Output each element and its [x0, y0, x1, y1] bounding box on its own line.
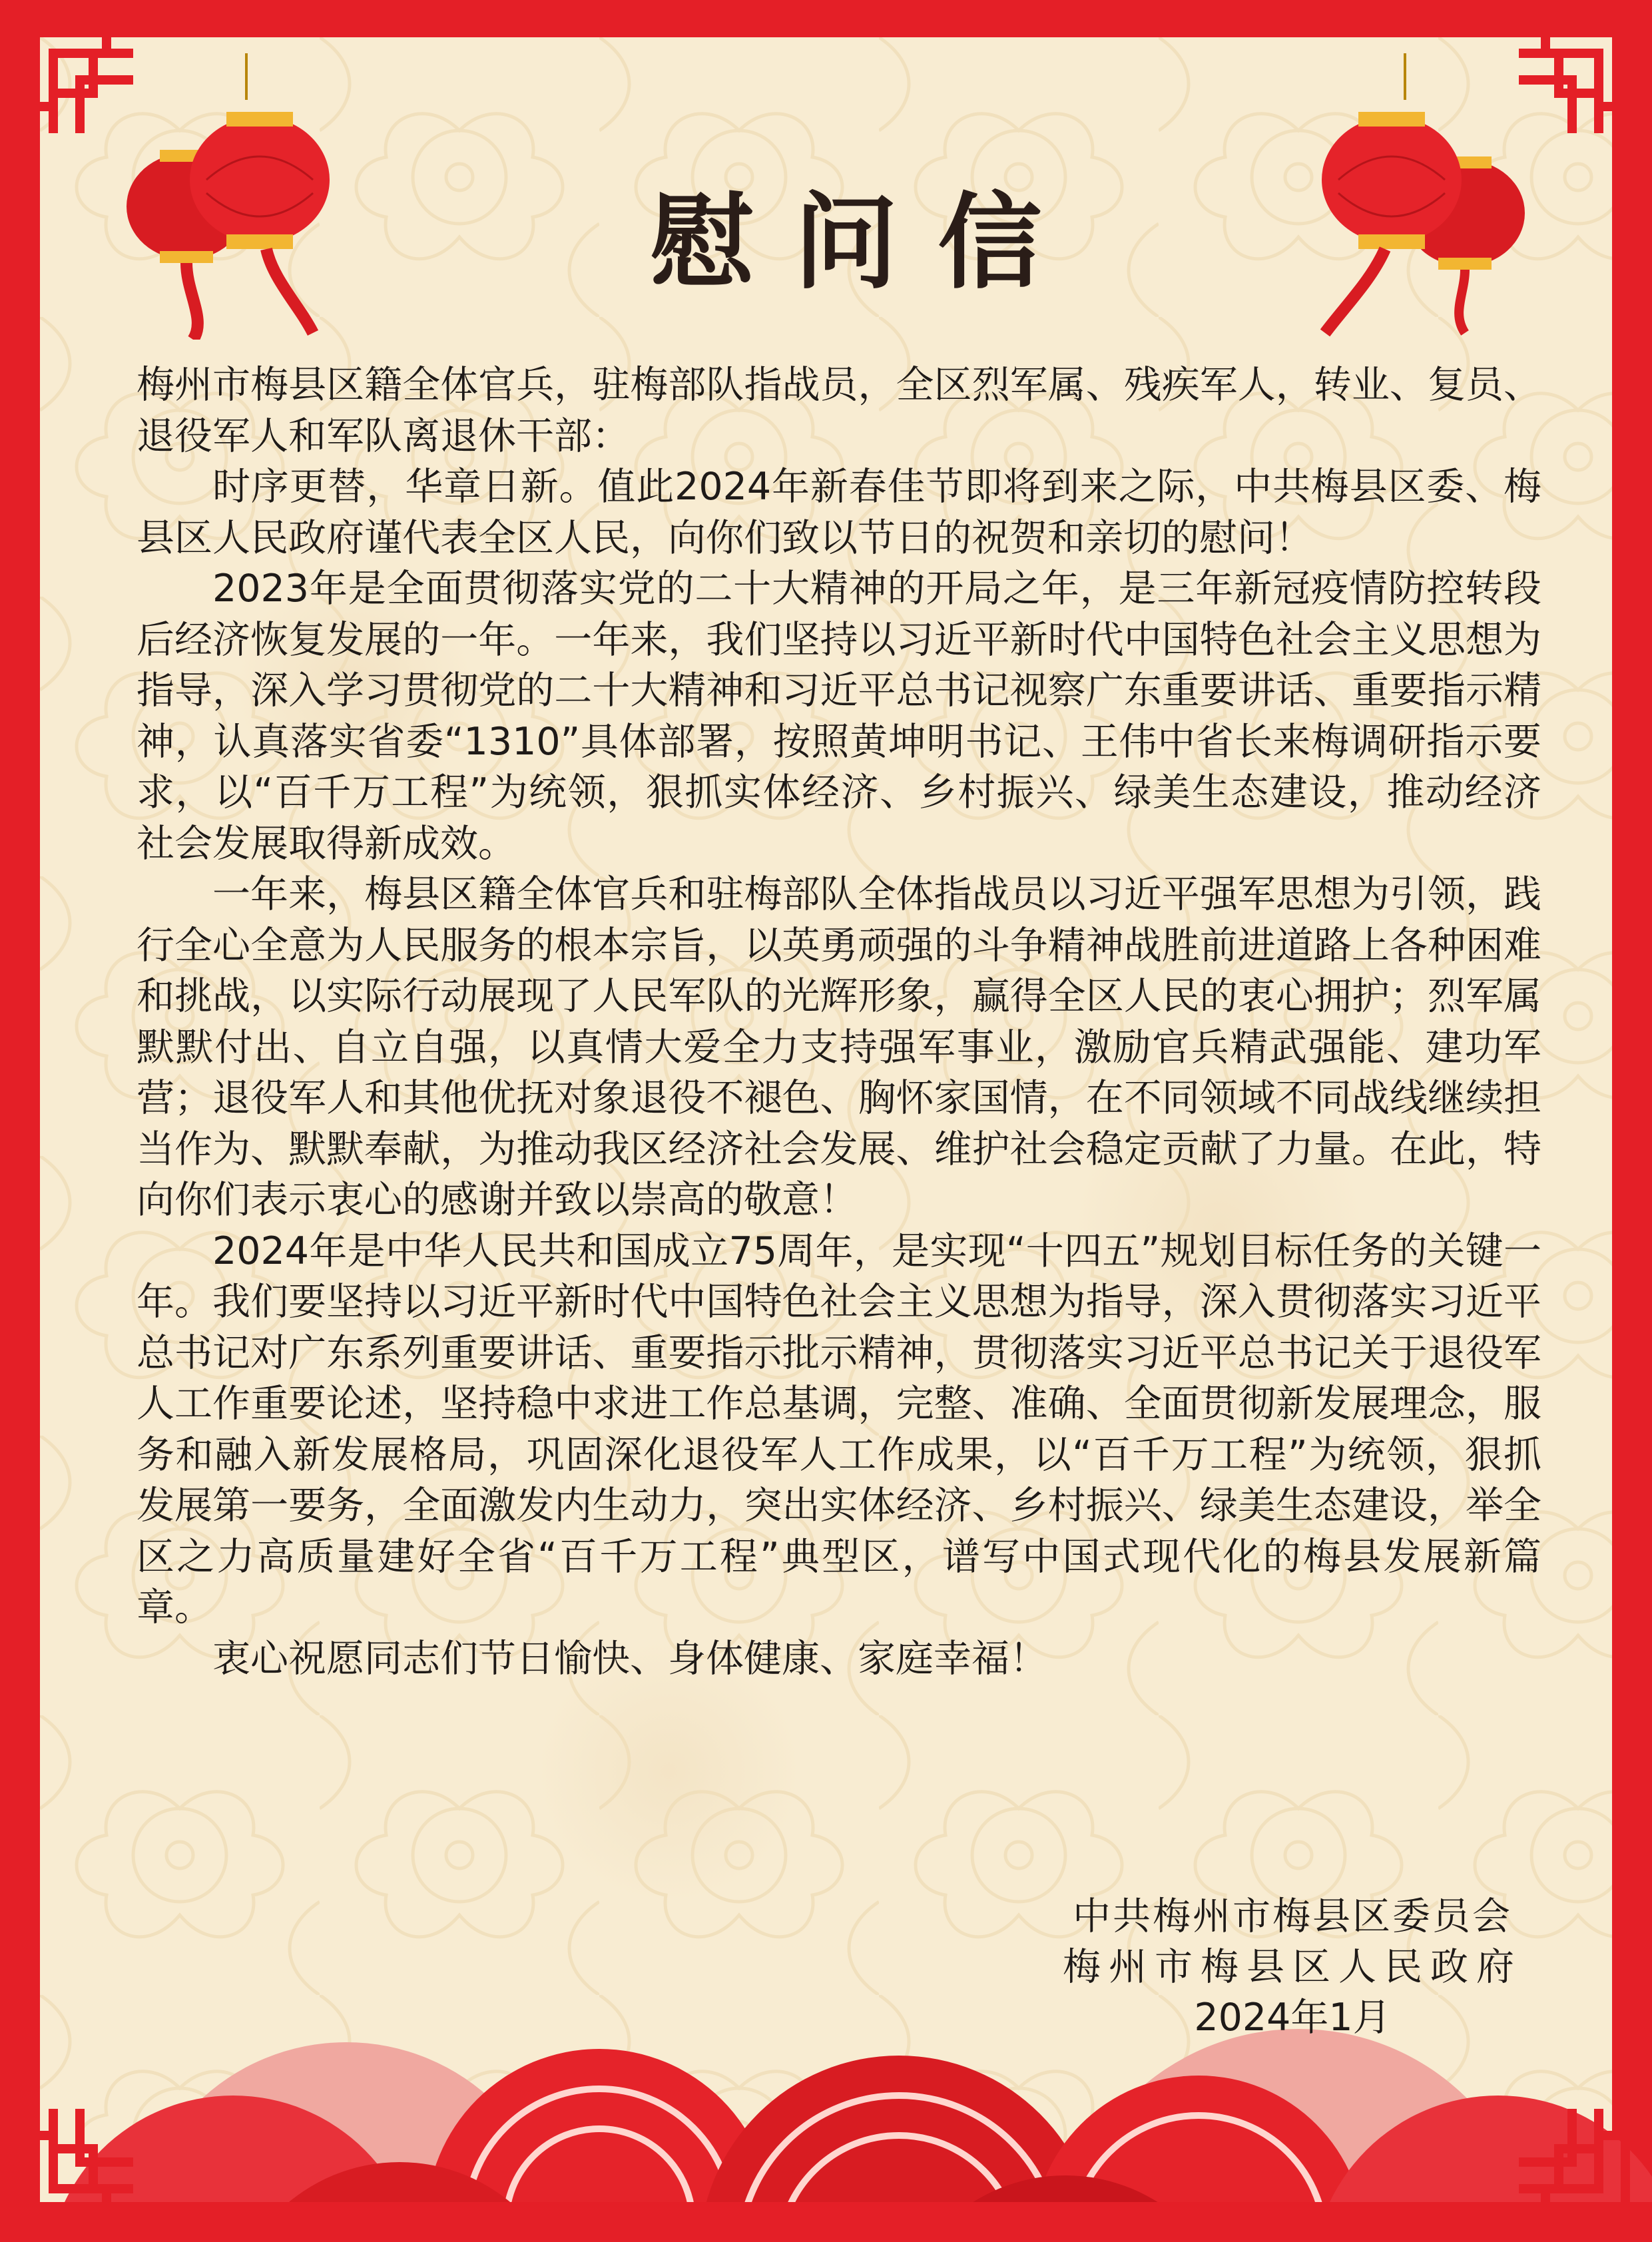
letter-paragraph: 2023年是全面贯彻落实党的二十大精神的开局之年，是三年新冠疫情防控转段后经济恢复发展的一年。一年来，我们坚持以习近平新时代中国特色社会主义思想为指导，深入学习贯彻党的二十大精神和习近平总书记视察广东重要讲话、重要指示精神，认真落实省委“1310”具体部署，按照黄坤明书记、王伟中省长来梅调研指示要求，以“百千万工程”为统领，狠抓实体经济、乡村振兴、绿美生态建设，推动经济社会发展取得新成效。: [137, 567, 1541, 866]
letter-title: 慰问信: [650, 181, 1082, 303]
letter-paragraph: 一年来，梅县区籍全体官兵和驻梅部队全体指战员以习近平强军思想为引领，践行全心全意为人民服务的根本宗旨，以英勇顽强的斗争精神战胜前进道路上各种困难和挑战，以实际行动展现了人民军队的光辉形象，赢得全区人民的衷心拥护；烈军属默默付出、自立自强，以真情大爱全力支持强军事业，激励官兵精武强能、建功军营；退役军人和其他优抚对象退役不褪色、胸怀家国情，在不同领域不同战线继续担当作为、默默奉献，为推动我区经济社会发展、维护社会稳定贡献了力量。在此，特向你们表示衷心的感谢并致以崇高的敬意！: [137, 872, 1541, 1222]
chinese-knot-corner-icon: [13, 2069, 173, 2229]
letter-salutation: 梅州市梅县区籍全体官兵，驻梅部队指战员，全区烈军属、残疾军人，转业、复员、退役军人和军队离退休干部：: [137, 363, 1541, 458]
letter-closing: 衷心祝愿同志们节日愉快、身体健康、家庭幸福！: [212, 1636, 1047, 1681]
signature-org-party: 中共梅州市梅县区委员会: [1073, 1894, 1512, 1938]
letter-paragraph: 时序更替，华章日新。值此2024年新春佳节即将到来之际，中共梅县区委、梅县区人民政府谨代表全区人民，向你们致以节日的祝贺和亲切的慰问！: [137, 465, 1541, 560]
chinese-knot-corner-icon: [1479, 2069, 1639, 2229]
signature-date: 2024年1月: [1194, 1996, 1391, 2040]
signature-block: [1053, 1891, 1532, 2043]
signature-org-government: 梅州市梅县区人民政府: [1063, 1945, 1522, 1989]
letter-body: [137, 360, 1541, 1684]
letter-paragraph: 2024年是中华人民共和国成立75周年，是实现“十四五”规划目标任务的关键一年。我们要坚持以习近平新时代中国特色社会主义思想为指导，深入贯彻落实习近平总书记对广东系列重要讲话、重要指示批示精神，贯彻落实习近平总书记关于退役军人工作重要论述，坚持稳中求进工作总基调，完整、准确、全面贯彻新发展理念，服务和融入新发展格局，巩固深化退役军人工作成果，以“百千万工程”为统领，狠抓发展第一要务，全面激发内生动力，突出实体经济、乡村振兴、绿美生态建设，举全区之力高质量建好全省“百千万工程”典型区，谱写中国式现代化的梅县发展新篇章。: [137, 1229, 1541, 1629]
